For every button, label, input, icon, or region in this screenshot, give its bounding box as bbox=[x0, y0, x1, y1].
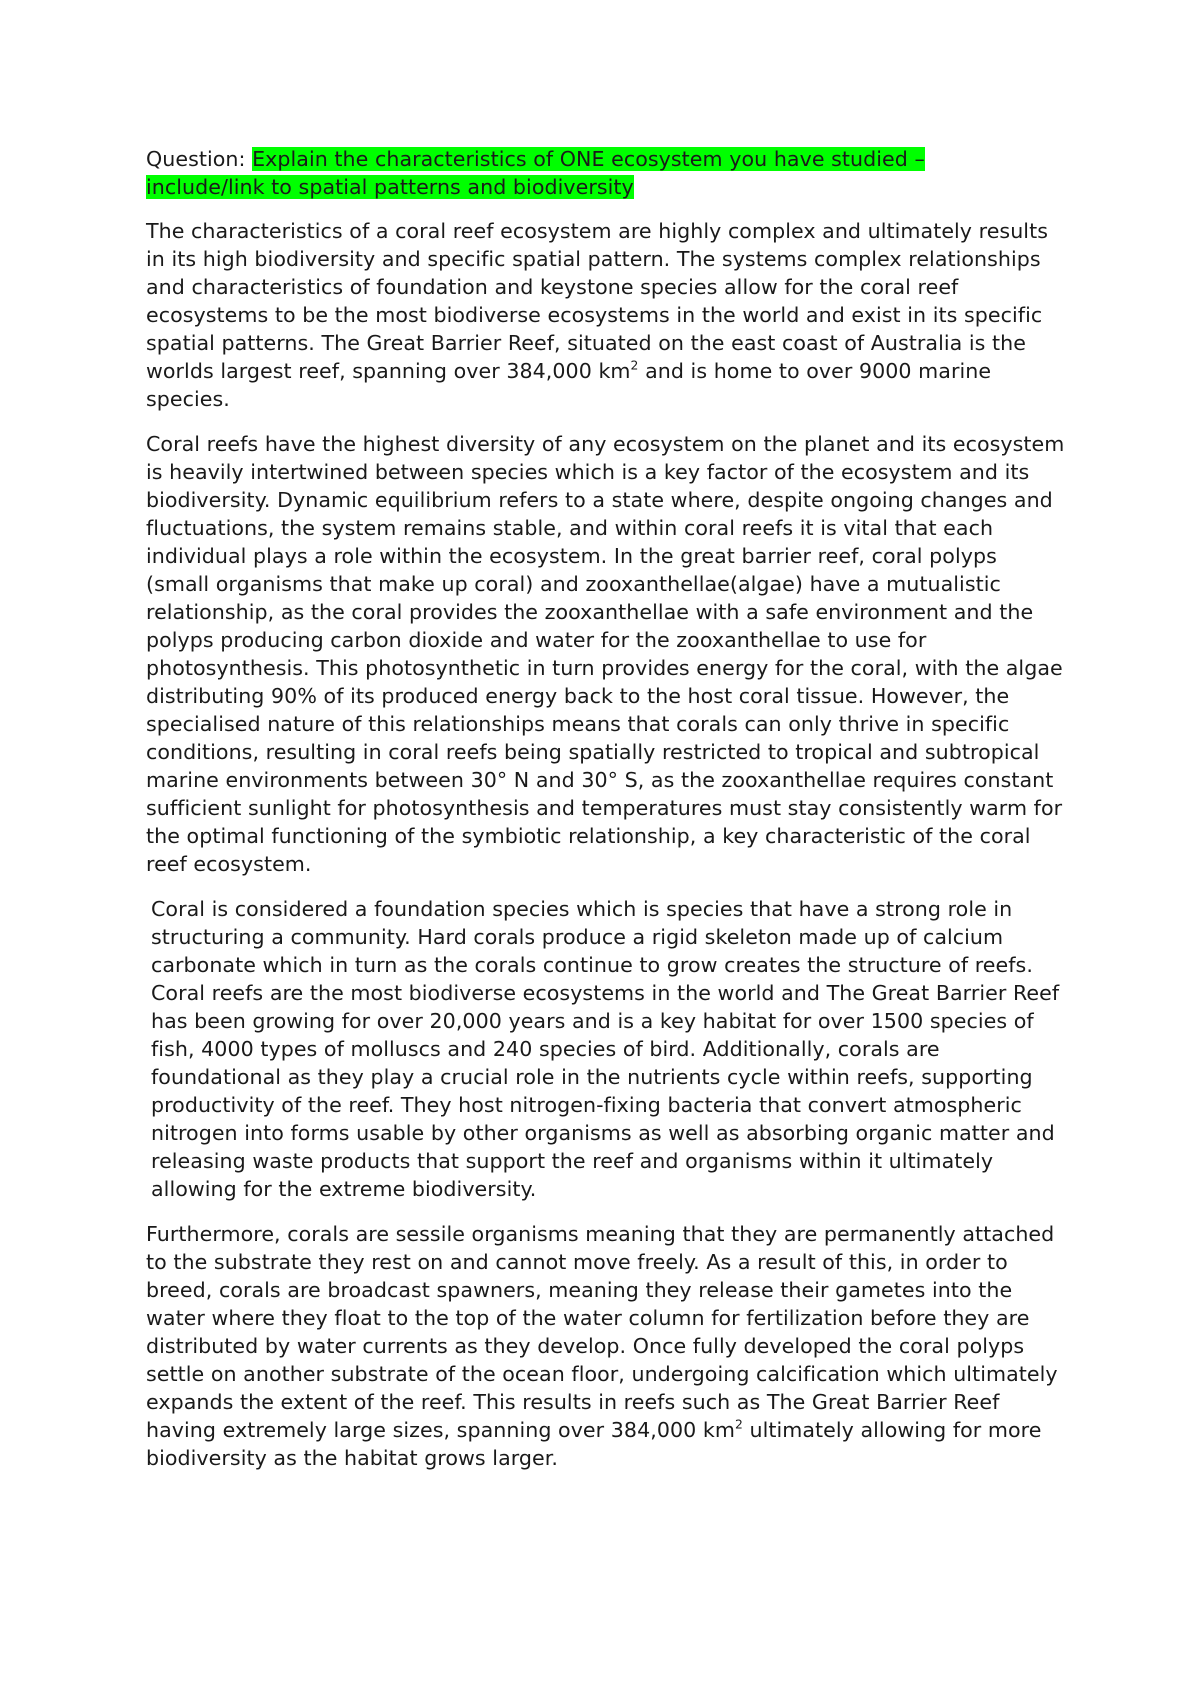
paragraph-diversity: Coral reefs have the highest diversity of any ecosystem on the planet and its ecosystem is heavily intertwined between species which is a key factor of the ecosystem and its biodiversity. Dynamic equilibrium refers to a state where, despite ongoing changes and fluctuations, the system remains stable, and within coral reefs it is vital that each individual plays a role within the ecosystem. In the great barrier reef, coral polyps (small organisms that make up coral) and zooxanthellae(algae) have a mutualistic relationship, as the coral provides the zooxanthellae with a safe environment and the polyps producing carbon dioxide and water for the zooxanthellae to use for photosynthesis. This photosynthetic in turn provides energy for the coral, with the algae distributing 90% of its produced energy back to the host coral tissue. However, the specialised nature of this relationships means that corals can only thrive in specific conditions, resulting in coral reefs being spatially restricted to tropical and subtropical marine environments between 30° N and 30° S, as the zooxanthellae requires constant sufficient sunlight for photosynthesis and temperatures must stay consistently warm for the optimal functioning of the symbiotic relationship, a key characteristic of the coral reef ecosystem. bbox=[146, 432, 1065, 876]
question-label: Question: bbox=[146, 147, 253, 171]
paragraph-intro bbox=[146, 217, 1066, 413]
question-highlight-1: Explain the characteristics of ONE ecosystem you have studied – bbox=[252, 147, 925, 171]
document-page bbox=[146, 145, 1066, 1489]
paragraph-foundation-species: Coral is considered a foundation species which is species that have a strong role in structuring a community. Hard corals produce a rigid skeleton made up of calcium carbonate which in turn as the corals continue to grow creates the structure of reefs. Coral reefs are the most biodiverse ecosystems in the world and The Great Barrier Reef has been growing for over 20,000 years and is a key habitat for over 1500 species of fish, 4000 types of molluscs and 240 species of bird. Additionally, corals are foundational as they play a crucial role in the nutrients cycle within reefs, supporting productivity of the reef. They host nitrogen-fixing bacteria that convert atmospheric nitrogen into forms usable by other organisms as well as absorbing organic matter and releasing waste products that support the reef and organisms within it ultimately allowing for the extreme biodiversity. bbox=[151, 897, 1060, 1201]
paragraph-sessile-text: Furthermore, corals are sessile organisms meaning that they are permanently attached to the substrate they rest on and cannot move freely. As a result of this, in order to breed, corals are broadcast spawners, meaning they release their gametes into the water where they float to the top of the water column for fertilization before they are distributed by water currents as they develop. Once fully developed the coral polyps settle on another substrate of the ocean floor, undergoing calcification which ultimately expands the extent of the reef. This results in reefs such as The Great Barrier Reef having extremely large sizes, spanning over 384,000 km bbox=[146, 1222, 1058, 1442]
question-highlight-2: include/link to spatial patterns and biodiversity bbox=[146, 175, 634, 199]
paragraph-intro-text: The characteristics of a coral reef ecosystem are highly complex and ultimately results in its high biodiversity and specific spatial pattern. The systems complex relationships and characteristics of foundation and keystone species allow for the coral reef ecosystems to be the most biodiverse ecosystems in the world and exist in its specific spatial patterns. The Great Barrier Reef, situated on the east coast of Australia is the worlds largest reef, spanning over 384,000 km bbox=[146, 219, 1048, 383]
paragraph-intro-text-end: and is home to over 9000 marine species. bbox=[146, 359, 992, 411]
paragraph-sessile-organisms bbox=[146, 1220, 1066, 1472]
superscript-2: 2 bbox=[734, 1417, 743, 1432]
superscript-2: 2 bbox=[630, 358, 639, 373]
paragraph-sessile-text-end: ultimately allowing for more biodiversity as the habitat grows larger. bbox=[146, 1418, 1042, 1470]
question-line bbox=[146, 145, 1066, 201]
